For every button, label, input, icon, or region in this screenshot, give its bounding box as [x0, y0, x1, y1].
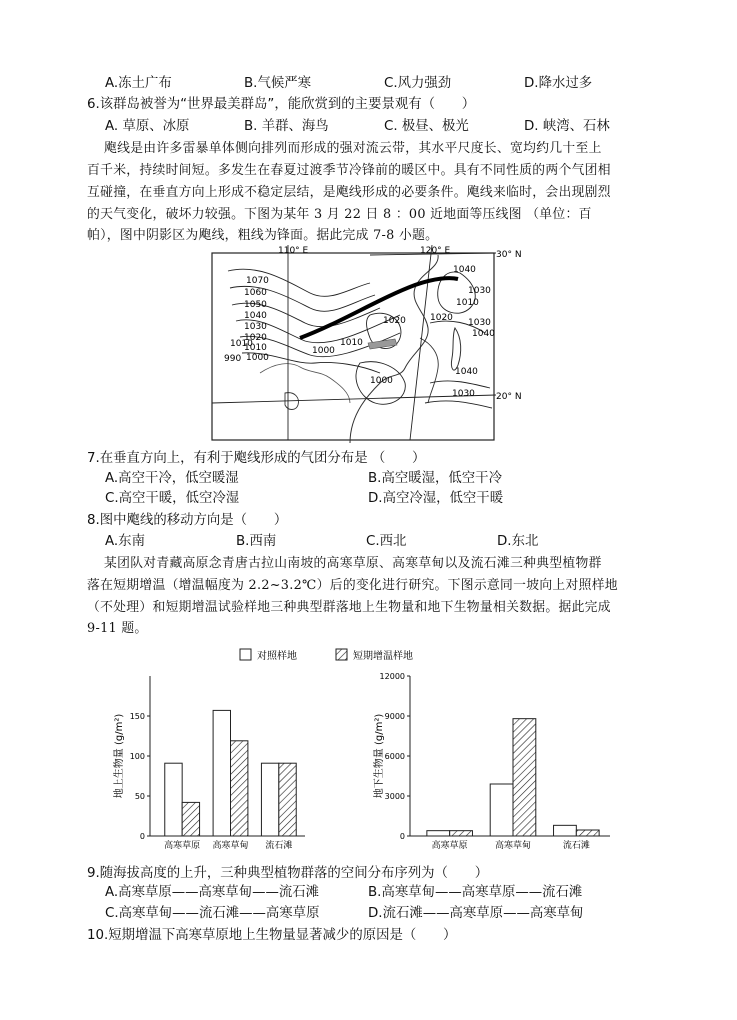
isobar-label: 1050 [244, 300, 267, 310]
isobar-label: 1010 [456, 298, 479, 308]
y-tick-label: 0 [139, 832, 145, 841]
bar-control [213, 710, 230, 836]
isobar-label: 1030 [452, 389, 475, 399]
bar-control [427, 831, 450, 836]
x-category-label: 高寒草甸 [494, 841, 532, 851]
bar-warming [450, 831, 473, 836]
bar-warming [182, 802, 199, 836]
y-tick-label: 0 [399, 832, 405, 841]
lat-label-30: 30° N [496, 250, 522, 260]
y-tick-label: 6000 [384, 752, 405, 761]
x-category-label: 高寒草甸 [212, 841, 249, 851]
y-tick-label: 100 [129, 752, 145, 761]
isobar-label: 1010 [340, 338, 363, 348]
isobar-label: 1000 [370, 376, 393, 386]
passage2-line-2: 落在短期增温（增温幅度为 2.2~3.2℃）后的变化进行研究。下图示意同一坡向上对照样地 [87, 578, 618, 593]
isobar-label: 1020 [244, 333, 267, 343]
bar-control [165, 763, 182, 836]
q8-option-d: D.东北 [497, 534, 539, 549]
legend-warming: 短期增温样地 [353, 651, 413, 662]
isobar-label: 1020 [383, 316, 406, 326]
q6-option-b: B. 羊群、海鸟 [244, 119, 329, 134]
passage1-line-2: 百千米，持续时间短。多发生在春夏过渡季节冷锋前的暖区中。具有不同性质的两个气团相 [87, 163, 611, 178]
y-tick-label: 50 [134, 792, 145, 801]
q5-option-d: D.降水过多 [524, 76, 593, 91]
isobar-label: 1040 [455, 367, 478, 377]
y-axis-label: 地上生物量 (g/m²) [114, 713, 125, 799]
q9-option-a: A.高寒草原——高寒草甸——流石滩 [105, 885, 320, 900]
bar-control [261, 763, 278, 836]
isobar-label: 1000 [312, 346, 335, 356]
isobar-label: 1040 [244, 311, 267, 321]
passage2-line-4: 9-11 题。 [87, 621, 148, 636]
y-tick-label: 9000 [384, 712, 405, 721]
passage1-line-5: 帕），图中阴影区为飑线，粗线为锋面。据此完成 7-8 小题。 [87, 228, 439, 243]
passage1-line-4: 的天气变化，破坏力较强。下图为某年 3 月 22 日 8 ：00 近地面等压线图 （单位：百 [87, 207, 592, 222]
isobar-label: 1040 [472, 329, 495, 339]
bar-warming [576, 830, 599, 836]
q6-option-c: C. 极昼、极光 [384, 119, 469, 134]
lon-label-110: 110° E [278, 246, 309, 256]
q8-option-a: A.东南 [105, 534, 145, 549]
isobar-label: 1030 [244, 322, 267, 332]
q10-stem: 10.短期增温下高寒草原地上生物量显著减少的原因是（ ） [87, 928, 457, 943]
isobar-label: 1030 [468, 318, 491, 328]
q9-option-c: C.高寒草甸——流石滩——高寒草原 [105, 906, 320, 921]
q7-option-d: D.高空冷湿，低空干暖 [368, 491, 504, 506]
y-axis-label: 地下生物量 (g/m²) [374, 713, 385, 799]
passage1-line-1: 飑线是由许多雷暴单体侧向排列而形成的强对流云带，其水平尺度长、宽均约几十至上 [104, 141, 602, 156]
isobar-label: 1010 [244, 343, 267, 353]
q7-option-b: B.高空暖湿，低空干冷 [368, 471, 502, 486]
bar-warming [231, 741, 248, 836]
isobar-map [200, 243, 540, 443]
y-tick-label: 150 [129, 712, 145, 721]
isobar-label: 1030 [468, 286, 491, 296]
y-tick-label: 3000 [384, 792, 405, 801]
passage2-line-3: （不处理）和短期增温试验样地三种典型群落地上生物量和地下生物量相关数据。据此完成 [87, 600, 611, 615]
q8-stem: 8.图中飑线的移动方向是（ ） [87, 513, 288, 528]
isobar-label: 1000 [246, 353, 269, 363]
aboveground-chart [112, 676, 305, 851]
q5-option-b: B.气候严寒 [244, 76, 312, 91]
x-category-label: 高寒草原 [164, 841, 201, 851]
isobar-label: 1060 [244, 288, 267, 298]
x-category-label: 流石滩 [265, 841, 293, 851]
isobar-label: 1010 [230, 339, 253, 349]
q7-stem: 7.在垂直方向上，有利于飑线形成的气团分布是 （ ） [87, 451, 426, 466]
q8-option-b: B.西南 [236, 534, 277, 549]
chart-legend [240, 649, 413, 662]
q6-stem: 6.该群岛被誉为“世界最美群岛”，能欣赏到的主要景观有（ ） [87, 97, 476, 112]
x-category-label: 高寒草原 [431, 841, 468, 851]
passage2-line-1: 某团队对青藏高原念青唐古拉山南坡的高寒草原、高寒草甸以及流石滩三种典型植物群 [104, 556, 602, 571]
q9-stem: 9.随海拔高度的上升，三种典型植物群落的空间分布序列为（ ） [87, 866, 489, 881]
isobar-label: 990 [224, 354, 242, 364]
q9-option-b: B.高寒草甸——高寒草原——流石滩 [368, 885, 583, 900]
bar-warming [279, 763, 296, 836]
isobar-label: 1070 [246, 276, 269, 286]
x-category-label: 流石滩 [562, 841, 590, 851]
y-tick-label: 12000 [379, 672, 405, 681]
lat-label-20: 20° N [496, 392, 522, 402]
legend-control: 对照样地 [257, 651, 297, 662]
q6-option-a: A. 草原、冰原 [105, 119, 190, 134]
q7-option-a: A.高空干冷，低空暖湿 [105, 471, 239, 486]
q5-option-c: C.风力强劲 [384, 76, 452, 91]
q8-option-c: C.西北 [366, 534, 407, 549]
q5-option-a: A.冻土广布 [105, 76, 172, 91]
bar-warming [513, 719, 536, 836]
bar-control [554, 825, 577, 836]
passage1-line-3: 互碰撞，在垂直方向上形成不稳定层结，是飑线形成的必要条件。飑线来临时，会出现剧烈 [87, 185, 611, 200]
biomass-charts [110, 640, 630, 860]
q7-option-c: C.高空干暖，低空冷湿 [105, 491, 240, 506]
q6-option-d: D. 峡湾、石林 [524, 119, 610, 134]
lon-label-120: 120° E [420, 246, 451, 256]
isobar-label: 1040 [453, 265, 476, 275]
bar-control [490, 784, 513, 836]
q9-option-d: D.流石滩——高寒草原——高寒草甸 [368, 906, 584, 921]
isobar-label: 1020 [430, 313, 453, 323]
belowground-chart [372, 672, 610, 851]
